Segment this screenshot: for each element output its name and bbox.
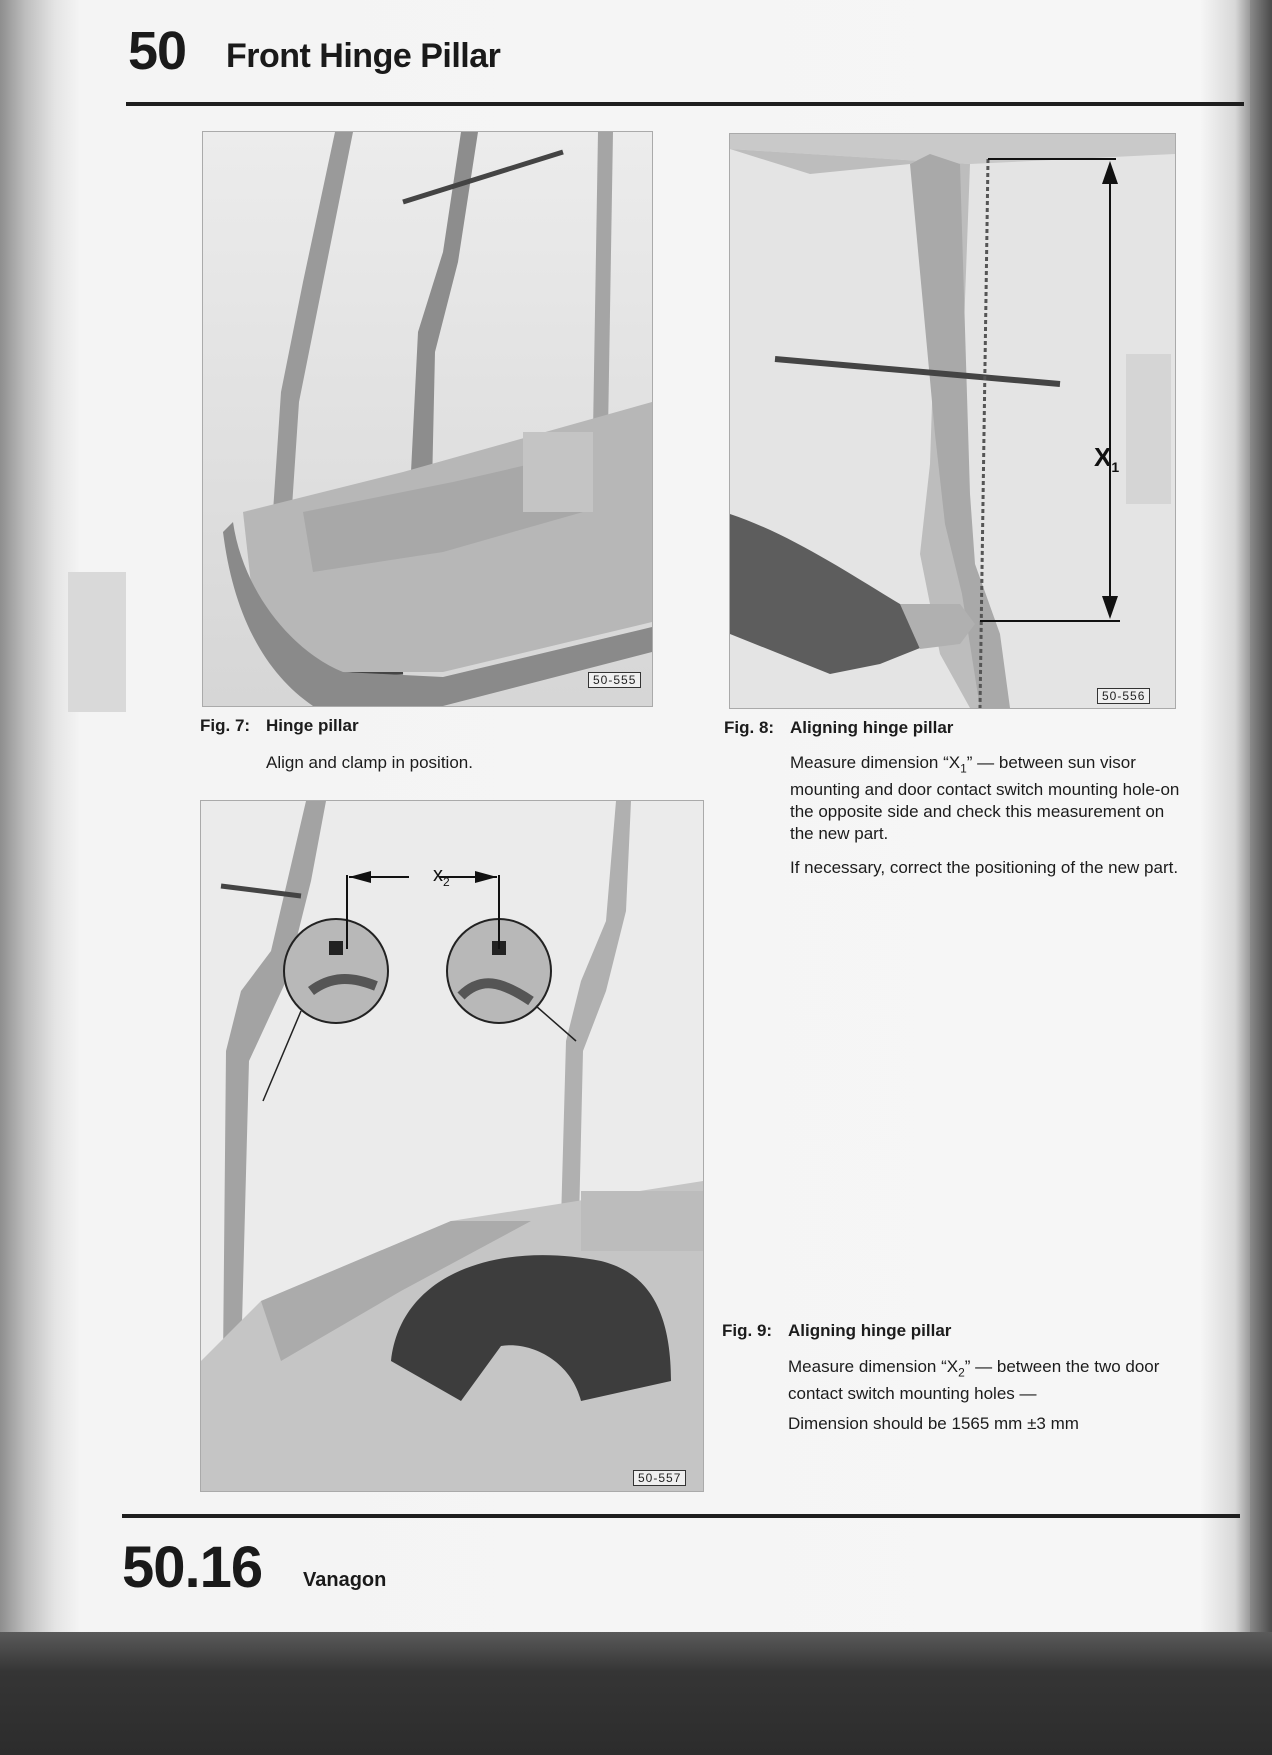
text-subscript: 2 [958, 1365, 965, 1380]
text-run: Measure dimension “X [788, 1357, 959, 1376]
dimension-subscript: 1 [1111, 459, 1120, 476]
caption-title: Aligning hinge pillar [788, 1321, 952, 1340]
scan-background [0, 1632, 1272, 1755]
header-rule [126, 102, 1244, 106]
caption-title: Hinge pillar [266, 716, 359, 735]
figure-code: 50-557 [633, 1470, 686, 1486]
figure-code: 50-555 [588, 672, 641, 688]
figure-code: 50-556 [1097, 688, 1150, 704]
measurement-illustration [730, 134, 1175, 708]
dimension-letter: X [1094, 442, 1112, 472]
door-switch-illustration [201, 801, 703, 1491]
binding-shadow [68, 572, 126, 712]
figure-7-caption [200, 716, 359, 736]
figure-9-caption [722, 1321, 951, 1341]
figure-9-photo [200, 800, 704, 1492]
page-title: Front Hinge Pillar [226, 37, 501, 75]
dimension-x1-label [1094, 442, 1119, 475]
text-run: ” — between sun visor mounting and door contact switch mounting hole-on the opposite side and check this measurement on the new part. [790, 753, 1180, 844]
text-subscript: 1 [960, 761, 967, 776]
caption-label: Fig. 8: [724, 718, 775, 737]
dimension-subscript: 2 [443, 875, 450, 889]
section-number: 50 [128, 21, 187, 81]
dimension-letter: x [433, 864, 443, 886]
figure-8-note: If necessary, correct the positioning of the new part. [790, 858, 1179, 877]
text-run: ” — between the two door contact switch mounting holes — [788, 1357, 1160, 1404]
figure-7-photo [202, 131, 653, 707]
vehicle-model: Vanagon [303, 1569, 387, 1591]
caption-label: Fig. 7: [200, 716, 251, 735]
caption-title: Aligning hinge pillar [790, 718, 954, 737]
figure-8-instruction [790, 752, 1185, 845]
hinge-pillar-illustration [203, 132, 652, 706]
figure-9-instruction [788, 1356, 1188, 1405]
footer-rule [122, 1514, 1240, 1518]
figure-9-specification: Dimension should be 1565 mm ±3 mm [788, 1414, 1079, 1433]
dimension-x2-label [433, 864, 450, 889]
figure-8-caption [724, 718, 953, 738]
caption-label: Fig. 9: [722, 1321, 773, 1340]
page-edge [1250, 0, 1272, 1632]
figure-8-photo [729, 133, 1176, 709]
text-run: Measure dimension “X [790, 753, 961, 772]
page-number: 50.16 [122, 1535, 263, 1600]
figure-7-instruction: Align and clamp in position. [266, 753, 473, 772]
